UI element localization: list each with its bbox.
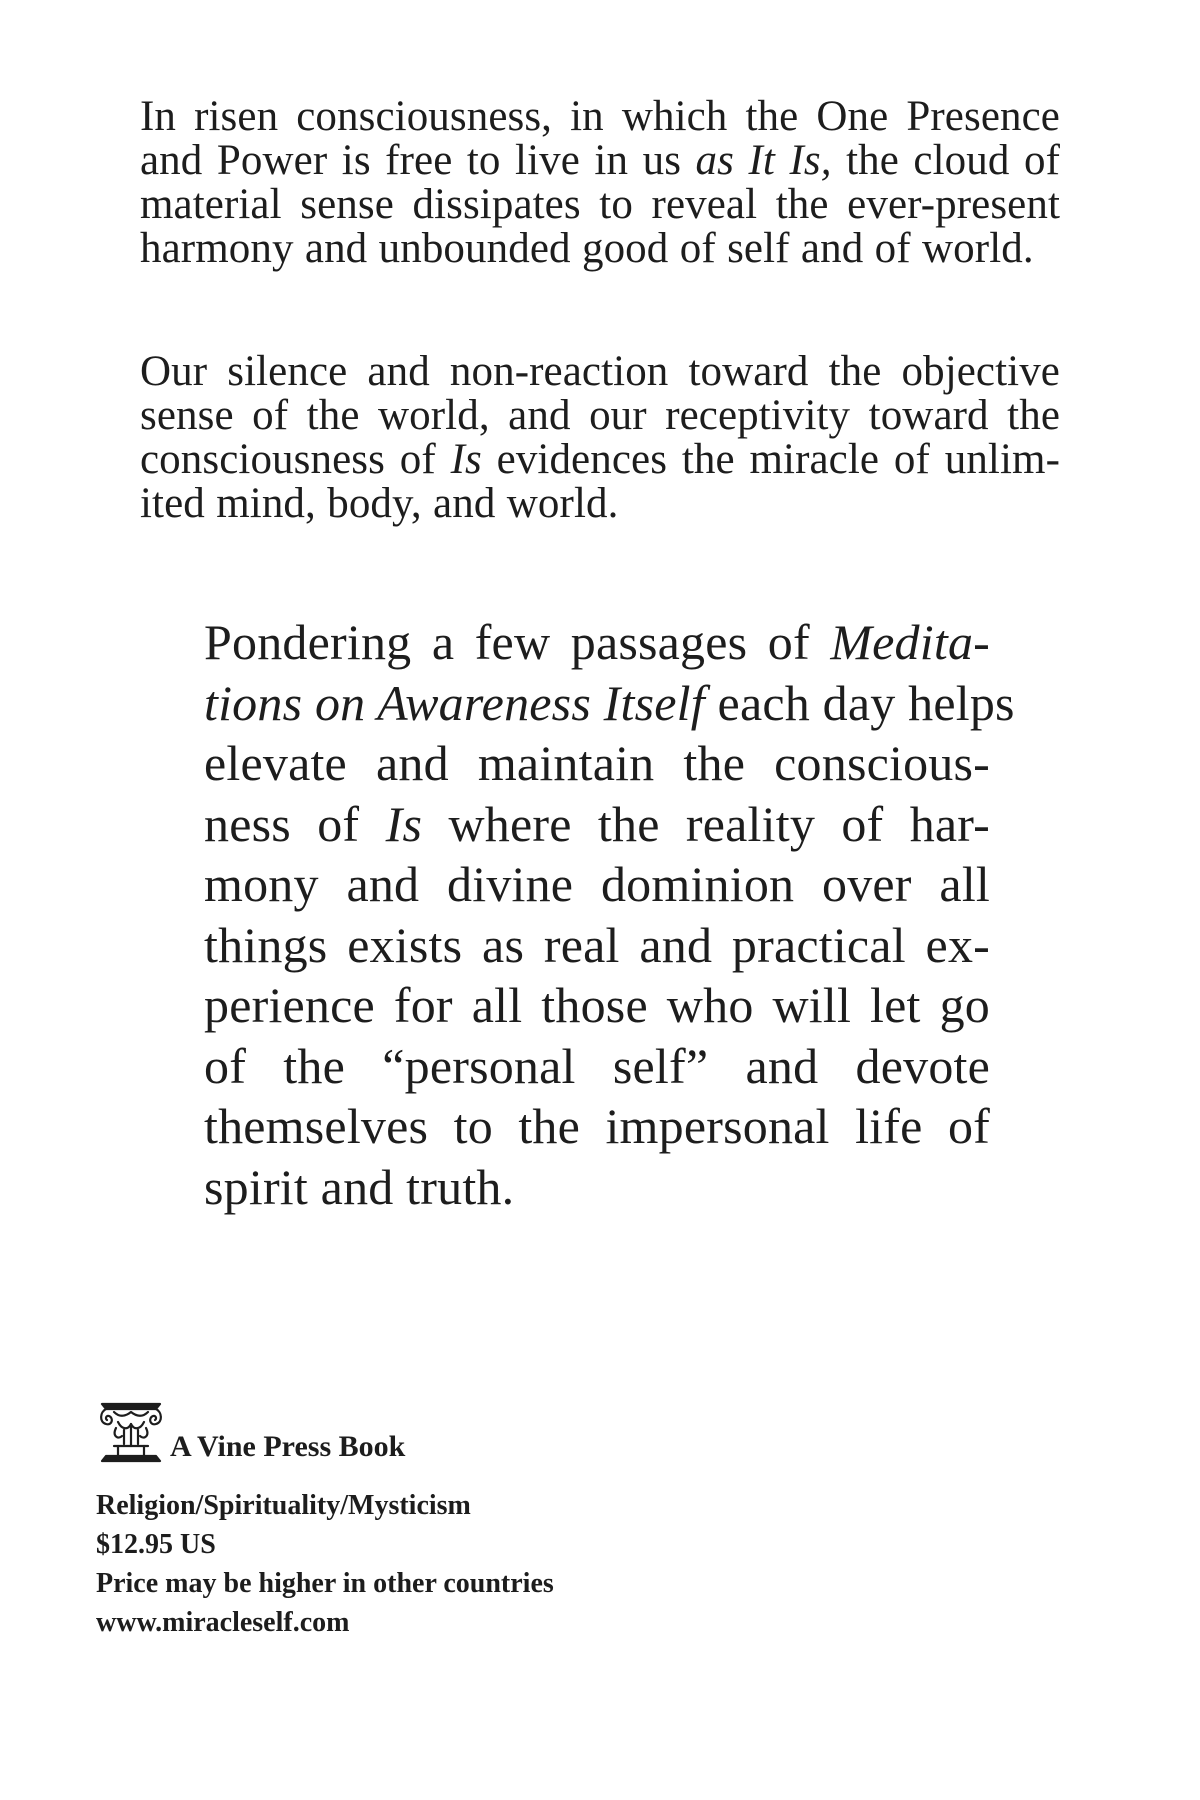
- publisher-imprint: [96, 1400, 596, 1464]
- website-url: www.miracleself.com: [96, 1607, 350, 1638]
- text-line: mony and divine dominion over all: [204, 856, 990, 912]
- text-line: sense of the world, and our receptivity toward the: [140, 392, 1060, 439]
- italic-emphasis: Is: [385, 795, 423, 852]
- text-line: Our silence and non-reaction toward the objective: [140, 348, 1060, 395]
- book-metadata: [96, 1486, 554, 1642]
- paragraph-silence: [140, 350, 1060, 526]
- text-line: In risen consciousness, in which the One Presence: [140, 93, 1060, 140]
- text-line: tions on Awareness Itself each day helps: [204, 674, 1015, 731]
- text-line: elevate and maintain the conscious-: [204, 735, 990, 791]
- italic-emphasis: Is: [450, 436, 482, 483]
- text-line: ited mind, body, and world.: [140, 480, 619, 527]
- italic-emphasis: as It Is,: [695, 137, 832, 184]
- text-line: ness of Is where the reality of har-: [204, 795, 991, 852]
- text-line: of the “personal self” and devote: [204, 1037, 990, 1094]
- price-label: $12.95 US: [96, 1529, 216, 1560]
- book-blurb: [204, 612, 1015, 1217]
- category-label: Religion/Spirituality/Mysticism: [96, 1490, 471, 1521]
- text-line: spirit and truth.: [204, 1158, 515, 1215]
- text-line: consciousness of Is evidences the miracle of unlim-: [140, 436, 1060, 483]
- text-line: harmony and unbounded good of self and of world.: [140, 225, 1034, 272]
- publisher-name: A Vine Press Book: [170, 1430, 406, 1463]
- paragraph-risen-consciousness: [140, 95, 1060, 271]
- price-note: Price may be higher in other countries: [96, 1568, 554, 1599]
- text-line: things exists as real and practical ex-: [204, 916, 990, 973]
- ionic-capital-icon: [96, 1400, 166, 1464]
- text-line: perience for all those who will let go: [204, 977, 990, 1033]
- text-line: material sense dissipates to reveal the ever-present: [140, 181, 1060, 228]
- book-title-italic: Medita-: [830, 614, 990, 670]
- book-title-italic: tions on Awareness Itself: [204, 674, 705, 731]
- text-line: Pondering a few passages of Medita-: [204, 614, 990, 670]
- text-line: and Power is free to live in us as It Is, the cloud of: [140, 137, 1060, 184]
- text-line: themselves to the impersonal life of: [204, 1098, 990, 1154]
